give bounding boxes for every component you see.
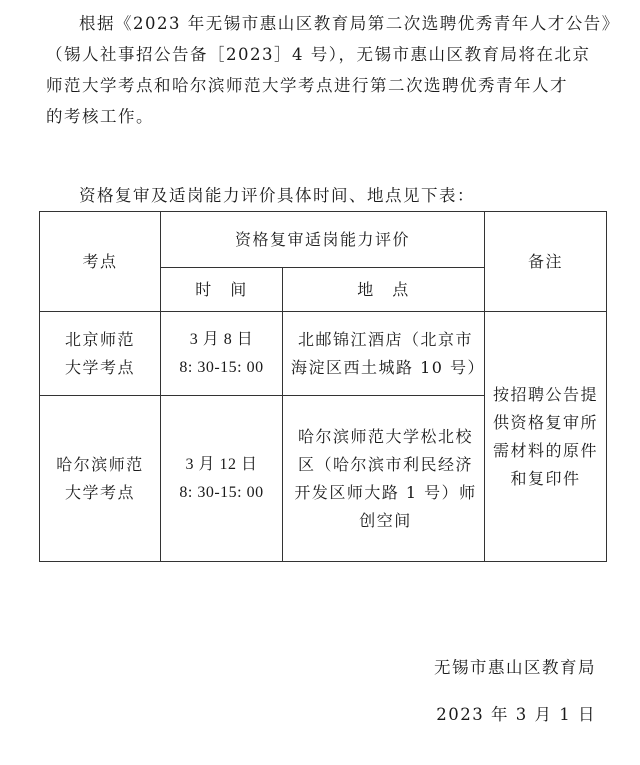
time-text: 8: 30-15: 00: [179, 483, 264, 501]
location-cell: 哈尔滨师范大学松北校区（哈尔滨市利民经济开发区师大路 1 号）师创空间: [283, 396, 485, 562]
table-row: [40, 312, 607, 396]
header-remarks: 备注: [485, 212, 607, 312]
location-cell: 北邮锦江酒店（北京市海淀区西土城路 10 号）: [283, 312, 485, 396]
intro-line-3: 师范大学考点和哈尔滨师范大学考点进行第二次选聘优秀青年人才: [46, 76, 568, 95]
header-time: 时 间: [161, 268, 283, 312]
header-location: 地 点: [283, 268, 485, 312]
header-evaluation: 资格复审适岗能力评价: [161, 212, 485, 268]
intro-line-2: （锡人社事招公告备［2023］4 号），无锡市惠山区教育局将在北京: [46, 45, 591, 64]
date-text: 3 月 12 日: [185, 455, 258, 473]
intro-line-4: 的考核工作。: [46, 107, 154, 126]
time-cell: [161, 396, 283, 562]
time-cell: [161, 312, 283, 396]
time-text: 8: 30-15: 00: [179, 358, 264, 376]
site-line: 哈尔滨师范: [56, 454, 144, 474]
site-line: 北京师范: [64, 329, 135, 349]
site-line: 大学考点: [64, 482, 135, 502]
intro-paragraph: [46, 8, 620, 132]
table-intro-paragraph: 资格复审及适岗能力评价具体时间、地点见下表：: [79, 186, 475, 205]
site-line: 大学考点: [64, 357, 135, 377]
intro-line-1: 根据《2023 年无锡市惠山区教育局第二次选聘优秀青年人才公告》: [79, 14, 620, 33]
schedule-table: [39, 211, 607, 562]
header-site: 考点: [40, 212, 161, 312]
remarks-cell: 按招聘公告提供资格复审所需材料的原件和复印件: [485, 312, 607, 562]
date-text: 3 月 8 日: [189, 330, 254, 348]
signature-date: 2023 年 3 月 1 日: [436, 705, 596, 724]
site-cell: [40, 396, 161, 562]
signature-organization: 无锡市惠山区教育局: [434, 658, 596, 677]
site-cell: [40, 312, 161, 396]
